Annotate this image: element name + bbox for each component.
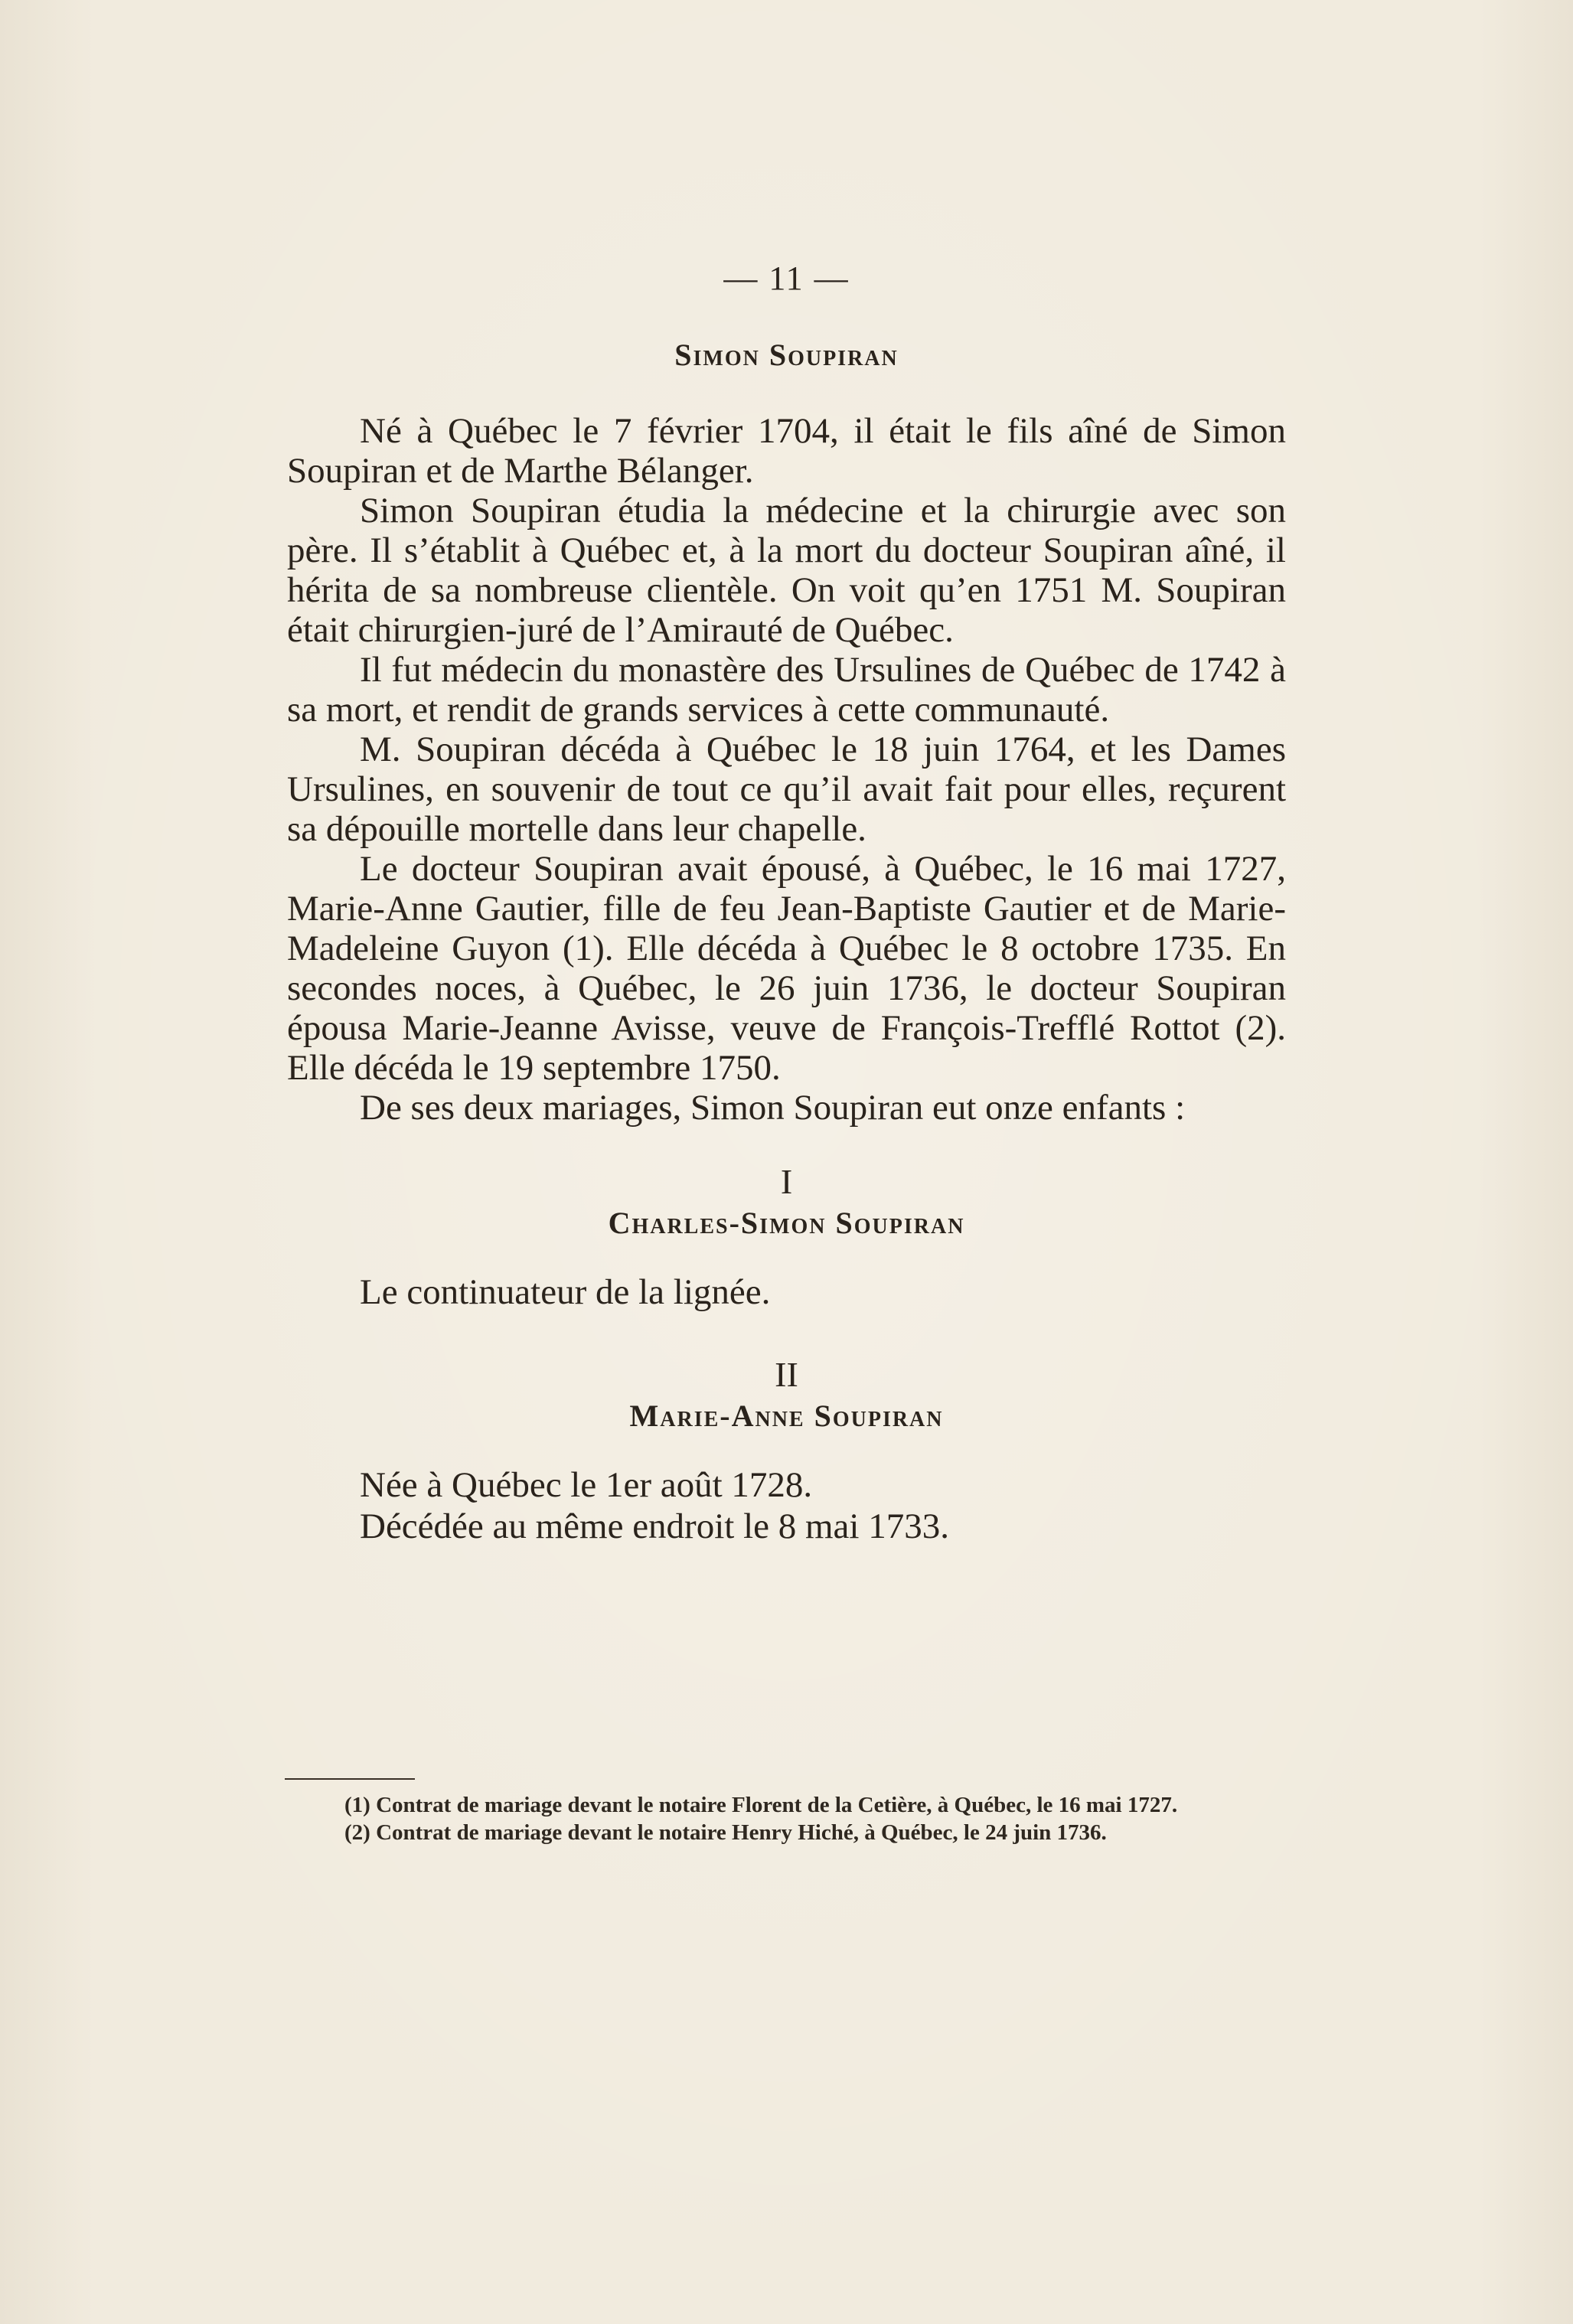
child-entry — [287, 1161, 1286, 1313]
paragraph-birth: Né à Québec le 7 février 1704, il était le fils aîné de Simon Soupiran et de Marthe Bélanger. — [287, 411, 1286, 491]
section-title: Simon Soupiran — [674, 338, 899, 372]
footnote-divider — [285, 1778, 415, 1780]
child-note: Le continuateur de la lignée. — [360, 1272, 771, 1312]
child-numeral: II — [775, 1355, 798, 1394]
child-entry — [287, 1354, 1286, 1547]
child-name: Charles-Simon Soupiran — [608, 1206, 965, 1240]
paragraph-children: De ses deux mariages, Simon Soupiran eut onze enfants : — [360, 1088, 1186, 1128]
child-note: Née à Québec le 1er août 1728. — [360, 1465, 813, 1505]
child-name: Marie-Anne Soupiran — [629, 1399, 944, 1433]
footnote: (1) Contrat de mariage devant le notaire Florent de la Cetière, à Québec, le 16 mai 1727. — [344, 1793, 1178, 1817]
main-text — [287, 337, 1286, 1547]
paragraph-career: Simon Soupiran étudia la médecine et la chirurgie avec son père. Il s’établit à Québec et, à la mort du docteur Soupiran aîné, il hérita de sa nombreuse clientèle. On voit qu’en 1751 M. Soupiran était chirurgien-juré de l’Amirauté de Québec. — [287, 491, 1286, 650]
footnotes — [287, 1791, 1286, 1846]
footnote: (2) Contrat de mariage devant le notaire Henry Hiché, à Québec, le 24 juin 1736. — [344, 1820, 1107, 1845]
child-numeral: I — [780, 1162, 793, 1201]
paragraph-ursulines: Il fut médecin du monastère des Ursulines de Québec de 1742 à sa mort, et rendit de grands services à cette communauté. — [287, 650, 1286, 730]
paragraph-death: M. Soupiran décéda à Québec le 18 juin 1764, et les Dames Ursulines, en souvenir de tout ce qu’il avait fait pour elles, reçurent sa dépouille mortelle dans leur chapelle. — [287, 730, 1286, 849]
paragraph-marriages: Le docteur Soupiran avait épousé, à Québec, le 16 mai 1727, Marie-Anne Gautier, fille de feu Jean-Baptiste Gautier et de Marie-Madeleine Guyon (1). Elle décéda à Québec le 8 octobre 1735. En secondes noces, à Québec, le 26 juin 1736, le docteur Soupiran épousa Marie-Jeanne Avisse, veuve de François-Trefflé Rottot (2). Elle décéda le 19 septembre 1750. — [287, 849, 1286, 1088]
child-note: Décédée au même endroit le 8 mai 1733. — [360, 1506, 949, 1546]
page-number: — 11 — — [723, 259, 850, 297]
